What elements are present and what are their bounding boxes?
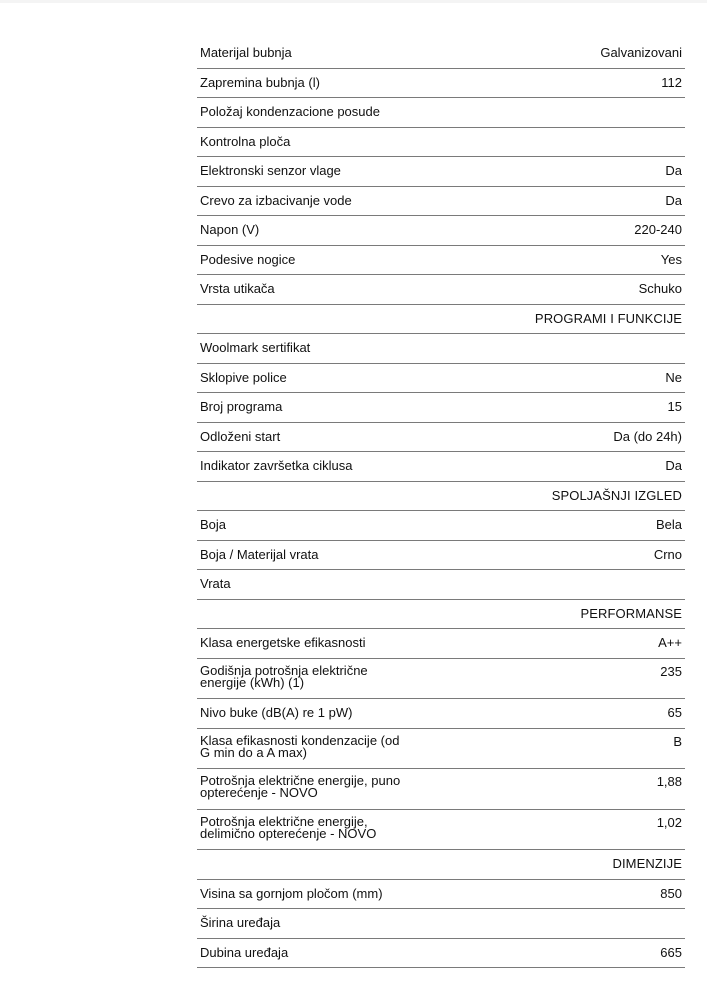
spec-row <box>197 939 685 969</box>
spec-label: Materijal bubnja <box>200 45 292 60</box>
section-title: PROGRAMI I FUNKCIJE <box>534 310 682 326</box>
spec-label: Klasa energetske efikasnosti <box>200 635 366 650</box>
spec-value: 15 <box>667 399 682 414</box>
section-header-row <box>197 305 685 335</box>
spec-label: Visina sa gornjom pločom (mm) <box>200 885 383 901</box>
spec-value: Da <box>665 192 682 208</box>
spec-row <box>197 769 685 810</box>
spec-value: Crno <box>653 546 682 562</box>
spec-row <box>197 128 685 158</box>
spec-label: Boja / Materijal vrata <box>200 546 319 562</box>
spec-label: Godišnja potrošnja električne energije (kWh) (1) <box>200 662 368 690</box>
spec-value: Schuko <box>638 281 682 296</box>
spec-value: 850 <box>660 885 682 901</box>
spec-row <box>197 452 685 482</box>
spec-label: Crevo za izbacivanje vode <box>200 192 352 208</box>
spec-row <box>197 39 685 69</box>
spec-value: Bela <box>655 517 682 532</box>
spec-value: 665 <box>660 944 682 960</box>
spec-label: Broj programa <box>200 399 283 414</box>
spec-label: Klasa efikasnosti kondenzacije (od G min do a A max) <box>200 732 400 760</box>
spec-label: Indikator završetka ciklusa <box>200 458 353 473</box>
spec-label: Sklopive police <box>200 369 287 385</box>
spec-row <box>197 729 685 770</box>
section-title: PERFORMANSE <box>580 605 682 621</box>
spec-row <box>197 880 685 910</box>
section-header-row <box>197 850 685 880</box>
spec-row <box>197 909 685 939</box>
spec-label: Potrošnja električne energije, delimično opterećenje - NOVO <box>200 813 377 841</box>
spec-row <box>197 541 685 571</box>
spec-label: Potrošnja električne energije, puno opterećenje - NOVO <box>200 773 401 800</box>
spec-row <box>197 629 685 659</box>
spec-label: Vrata <box>200 576 231 591</box>
spec-value: A++ <box>658 635 682 650</box>
spec-value: 235 <box>660 663 682 679</box>
spec-row <box>197 364 685 394</box>
spec-value: Galvanizovani <box>600 45 682 60</box>
spec-row <box>197 423 685 453</box>
section-title: SPOLJAŠNJI IZGLED <box>551 487 682 503</box>
spec-value: Da (do 24h) <box>613 428 682 444</box>
spec-row <box>197 659 685 700</box>
spec-row <box>197 157 685 187</box>
spec-label: Napon (V) <box>200 222 260 237</box>
spec-value: Da <box>665 163 682 178</box>
spec-label: Woolmark sertifikat <box>200 340 311 355</box>
spec-row <box>197 246 685 276</box>
spec-value: Yes <box>660 251 682 267</box>
spec-row <box>197 216 685 246</box>
spec-label: Kontrolna ploča <box>200 133 291 149</box>
spec-value: 220-240 <box>634 222 682 237</box>
spec-row <box>197 334 685 364</box>
section-header-row <box>197 600 685 630</box>
spec-label: Dubina uređaja <box>200 944 289 960</box>
section-title: DIMENZIJE <box>612 856 682 871</box>
section-header-row <box>197 482 685 512</box>
spec-label: Elektronski senzor vlage <box>200 163 341 178</box>
spec-row <box>197 699 685 729</box>
spec-label: Vrsta utikača <box>200 281 275 296</box>
spec-value: 1,88 <box>656 774 682 789</box>
spec-row <box>197 511 685 541</box>
spec-label: Boja <box>200 517 227 532</box>
spec-value: 1,02 <box>656 814 682 830</box>
spec-label: Podesive nogice <box>200 251 296 267</box>
spec-value: 65 <box>667 705 682 720</box>
spec-value: B <box>673 733 682 749</box>
spec-label: Nivo buke (dB(A) re 1 pW) <box>200 705 353 720</box>
spec-row <box>197 69 685 99</box>
spec-row <box>197 570 685 600</box>
spec-value: Ne <box>665 369 682 385</box>
spec-label: Zapremina bubnja (l) <box>200 74 320 90</box>
spec-row <box>197 393 685 423</box>
spec-value: Da <box>665 458 682 473</box>
spec-value: 112 <box>661 74 682 90</box>
spec-row <box>197 275 685 305</box>
spec-label: Odloženi start <box>200 428 281 444</box>
spec-row <box>197 810 685 851</box>
spec-row <box>197 187 685 217</box>
viewer-top-edge <box>0 0 707 3</box>
spec-label: Širina uređaja <box>200 915 281 930</box>
spec-row <box>197 98 685 128</box>
spec-table <box>197 39 685 968</box>
spec-label: Položaj kondenzacione posude <box>200 104 380 119</box>
